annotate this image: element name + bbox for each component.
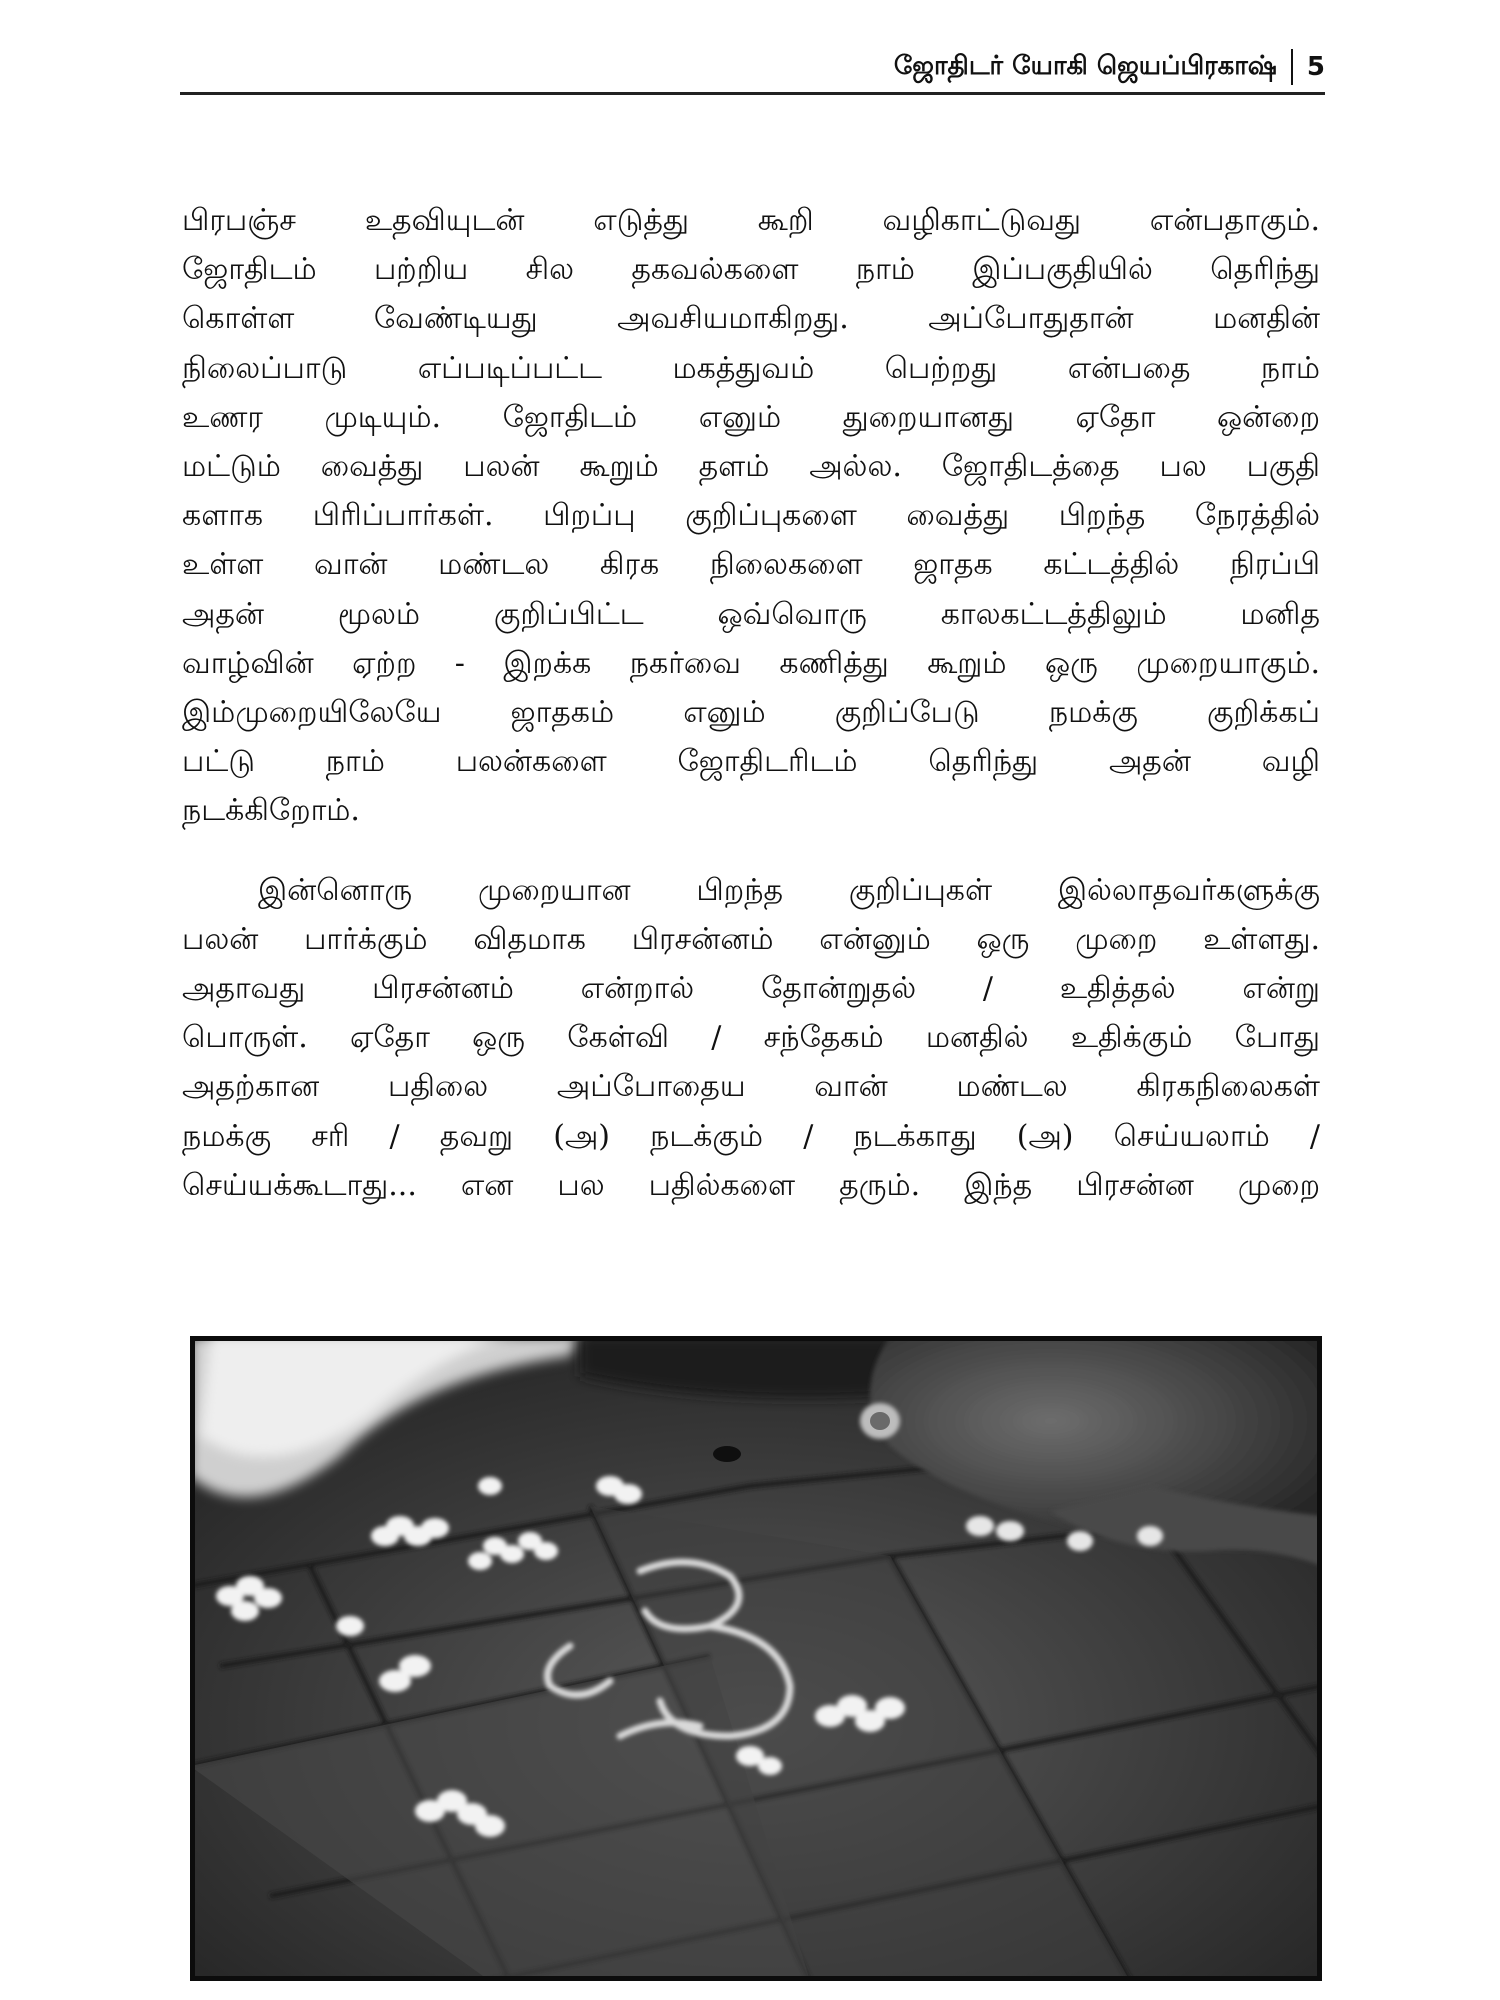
text-line: அதற்கான பதிலை அப்போதைய வான் மண்டல கிரகநிலைகள் [182, 1069, 1320, 1105]
text-line: அதன் மூலம் குறிப்பிட்ட ஒவ்வொரு காலகட்டத்திலும் மனித [182, 596, 1320, 632]
text-line: ஜோதிடம் பற்றிய சில தகவல்களை நாம் இப்பகுதியில் தெரிந்து [182, 252, 1320, 288]
text-line: மட்டும் வைத்து பலன் கூறும் தளம் அல்ல. ஜோதிடத்தை பல பகுதி [182, 449, 1320, 485]
text-line: கொள்ள வேண்டியது அவசியமாகிறது. அப்போதுதான் மனதின் [182, 301, 1320, 337]
text-line: அதாவது பிரசன்னம் என்றால் தோன்றுதல் / உதித்தல் என்று [182, 971, 1320, 1007]
text-line: உள்ள வான் மண்டல கிரக நிலைகளை ஜாதக கட்டத்தில் நிரப்பி [182, 547, 1320, 583]
text-line: பிரபஞ்ச உதவியுடன் எடுத்து கூறி வழிகாட்டுவது என்பதாகும். [182, 203, 1320, 238]
astrology-board-photo [190, 1336, 1322, 1981]
text-line: உணர முடியும். ஜோதிடம் எனும் துறையானது ஏதோ ஒன்றை [182, 399, 1320, 435]
header-separator [1291, 49, 1293, 85]
text-line: செய்யக்கூடாது... என பல பதில்களை தரும். இந்த பிரசன்ன முறை [182, 1167, 1320, 1203]
paragraph-1 [182, 196, 1320, 836]
text-line: இன்னொரு முறையான பிறந்த குறிப்புகள் இல்லாதவர்களுக்கு [258, 872, 1320, 908]
text-line: இம்முறையிலேயே ஜாதகம் எனும் குறிப்பேடு நமக்கு குறிக்கப் [182, 695, 1320, 731]
text-line: நடக்கிறோம். [182, 793, 360, 829]
text-line: நிலைப்பாடு எப்படிப்பட்ட மகத்துவம் பெற்றது என்பதை நாம் [182, 350, 1320, 386]
body-text [182, 196, 1320, 1210]
paragraph-gap [182, 836, 1320, 866]
text-line: களாக பிரிப்பார்கள். பிறப்பு குறிப்புகளை வைத்து பிறந்த நேரத்தில் [182, 498, 1320, 534]
text-line: வாழ்வின் ஏற்ற - இறக்க நகர்வை கணித்து கூறும் ஒரு முறையாகும். [182, 645, 1320, 681]
text-line: நமக்கு சரி / தவறு (அ) நடக்கும் / நடக்காது (அ) செய்யலாம் / [182, 1118, 1320, 1154]
text-line: பொருள். ஏதோ ஒரு கேள்வி / சந்தேகம் மனதில் உதிக்கும் போது [182, 1020, 1320, 1056]
running-header [180, 40, 1325, 94]
text-line: பலன் பார்க்கும் விதமாக பிரசன்னம் என்னும் ஒரு முறை உள்ளது. [182, 921, 1320, 957]
header-title: ஜோதிடர் யோகி ஜெயப்பிரகாஷ் [893, 50, 1277, 81]
header-rule [180, 92, 1325, 95]
paragraph-2 [182, 866, 1320, 1210]
photo-illustration [190, 1336, 1322, 1981]
text-line: பட்டு நாம் பலன்களை ஜோதிடரிடம் தெரிந்து அதன் வழி [182, 744, 1320, 780]
page-number: 5 [1306, 52, 1325, 82]
